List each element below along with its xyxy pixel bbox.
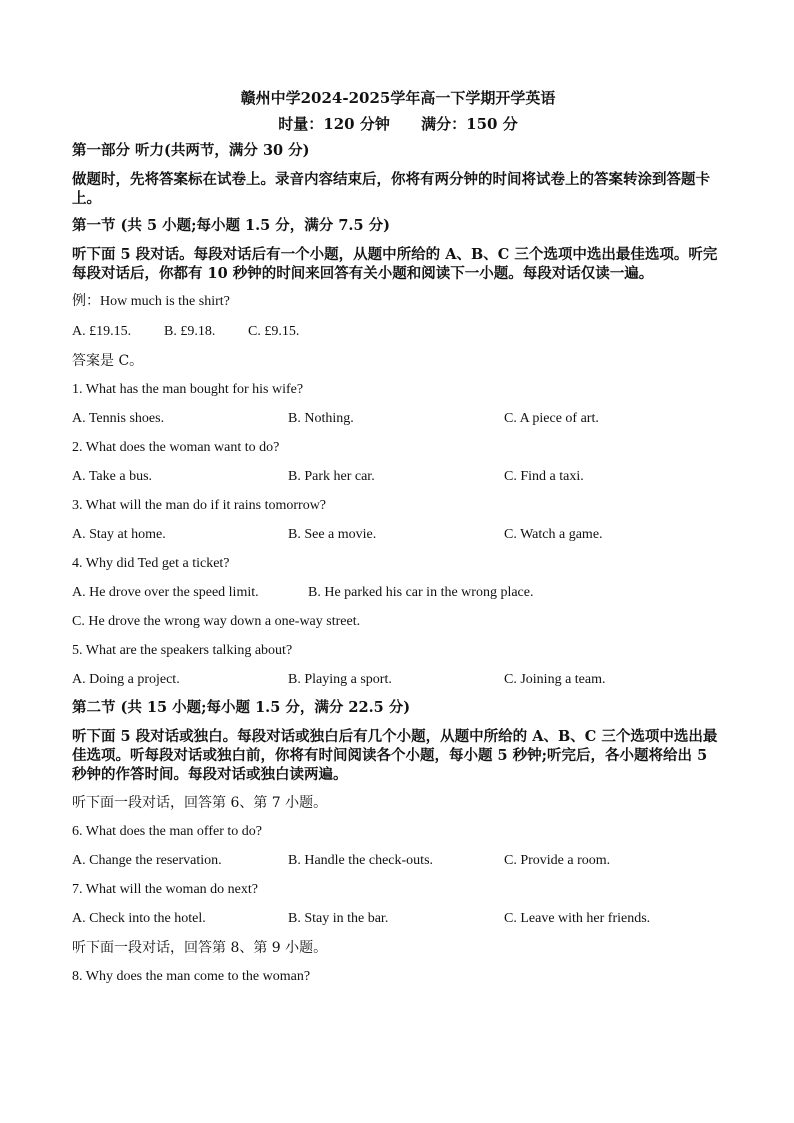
q7-option-a: A. Check into the hotel. [72, 911, 206, 926]
question-1: 1. What has the man bought for his wife? [72, 382, 304, 397]
section1-heading: 第一节 (共 5 小题;每小题 1.5 分，满分 7.5 分) [72, 217, 390, 234]
question-4-options-ab [72, 583, 724, 603]
question-7-options [72, 909, 724, 929]
question-5-options [72, 670, 724, 690]
q2-option-c: C. Find a taxi. [504, 469, 584, 484]
example-option-c: C. £9.15. [248, 324, 300, 339]
q3-option-b: B. See a movie. [288, 527, 377, 542]
example-answer: 答案是 C。 [72, 353, 144, 369]
question-7: 7. What will the woman do next? [72, 882, 258, 897]
q4-option-b: B. He parked his car in the wrong place. [308, 585, 534, 600]
q6-option-c: C. Provide a room. [504, 853, 611, 868]
section2-heading: 第二节 (共 15 小题;每小题 1.5 分，满分 22.5 分) [72, 699, 411, 716]
q5-option-c: C. Joining a team. [504, 672, 606, 687]
example-question: 例：How much is the shirt? [72, 294, 230, 309]
q1-option-a: A. Tennis shoes. [72, 411, 165, 426]
exam-page [72, 88, 724, 987]
question-4: 4. Why did Ted get a ticket? [72, 556, 230, 571]
question-2-options [72, 467, 724, 487]
q5-option-a: A. Doing a project. [72, 672, 180, 687]
question-8: 8. Why does the man come to the woman? [72, 969, 311, 984]
question-3-options [72, 525, 724, 545]
exam-title: 赣州中学2024-2025学年高一下学期开学英语 [240, 89, 556, 107]
example-option-b: B. £9.18. [164, 324, 216, 339]
q4-option-c: C. He drove the wrong way down a one-way street. [72, 614, 361, 629]
exam-time-score: 时量：120 分钟 满分：150 分 [278, 115, 518, 133]
question-6-options [72, 851, 724, 871]
part1-instruction: 做题时，先将答案标在试卷上。录音内容结束后，你将有两分钟的时间将试卷上的答案转涂到答题卡上。 [72, 171, 710, 207]
example-option-a: A. £19.15. [72, 324, 132, 339]
q6-option-b: B. Handle the check-outs. [288, 853, 434, 868]
question-3: 3. What will the man do if it rains tomorrow? [72, 498, 327, 513]
group2-intro: 听下面一段对话，回答第 8、第 9 小题。 [72, 940, 328, 956]
q5-option-b: B. Playing a sport. [288, 672, 392, 687]
question-6: 6. What does the man offer to do? [72, 824, 262, 839]
part1-heading: 第一部分 听力(共两节，满分 30 分) [72, 142, 310, 159]
q1-option-c: C. A piece of art. [504, 411, 599, 426]
q2-option-a: A. Take a bus. [72, 469, 153, 484]
question-2: 2. What does the woman want to do? [72, 440, 280, 455]
section1-instruction: 听下面 5 段对话。每段对话后有一个小题，从题中所给的 A、B、C 三个选项中选出最佳选项。听完每段对话后，你都有 10 秒钟的时间来回答有关小题和阅读下一小题。每段对话仅读一遍。 [72, 246, 718, 282]
question-5: 5. What are the speakers talking about? [72, 643, 293, 658]
section2-instruction: 听下面 5 段对话或独白。每段对话或独白后有几个小题，从题中所给的 A、B、C 三个选项中选出最佳选项。听每段对话或独白前，你将有时间阅读各个小题，每小题 5 秒钟;听完后，各小题将给出 5 秒钟的作答时间。每段对话或独白读两遍。 [72, 728, 718, 783]
q6-option-a: A. Change the reservation. [72, 853, 222, 868]
question-1-options [72, 409, 724, 429]
q7-option-c: C. Leave with her friends. [504, 911, 651, 926]
group1-intro: 听下面一段对话，回答第 6、第 7 小题。 [72, 795, 328, 811]
q2-option-b: B. Park her car. [288, 469, 375, 484]
example-options [72, 322, 724, 342]
q3-option-c: C. Watch a game. [504, 527, 603, 542]
q4-option-a: A. He drove over the speed limit. [72, 585, 259, 600]
q3-option-a: A. Stay at home. [72, 527, 166, 542]
q1-option-b: B. Nothing. [288, 411, 354, 426]
q7-option-b: B. Stay in the bar. [288, 911, 389, 926]
